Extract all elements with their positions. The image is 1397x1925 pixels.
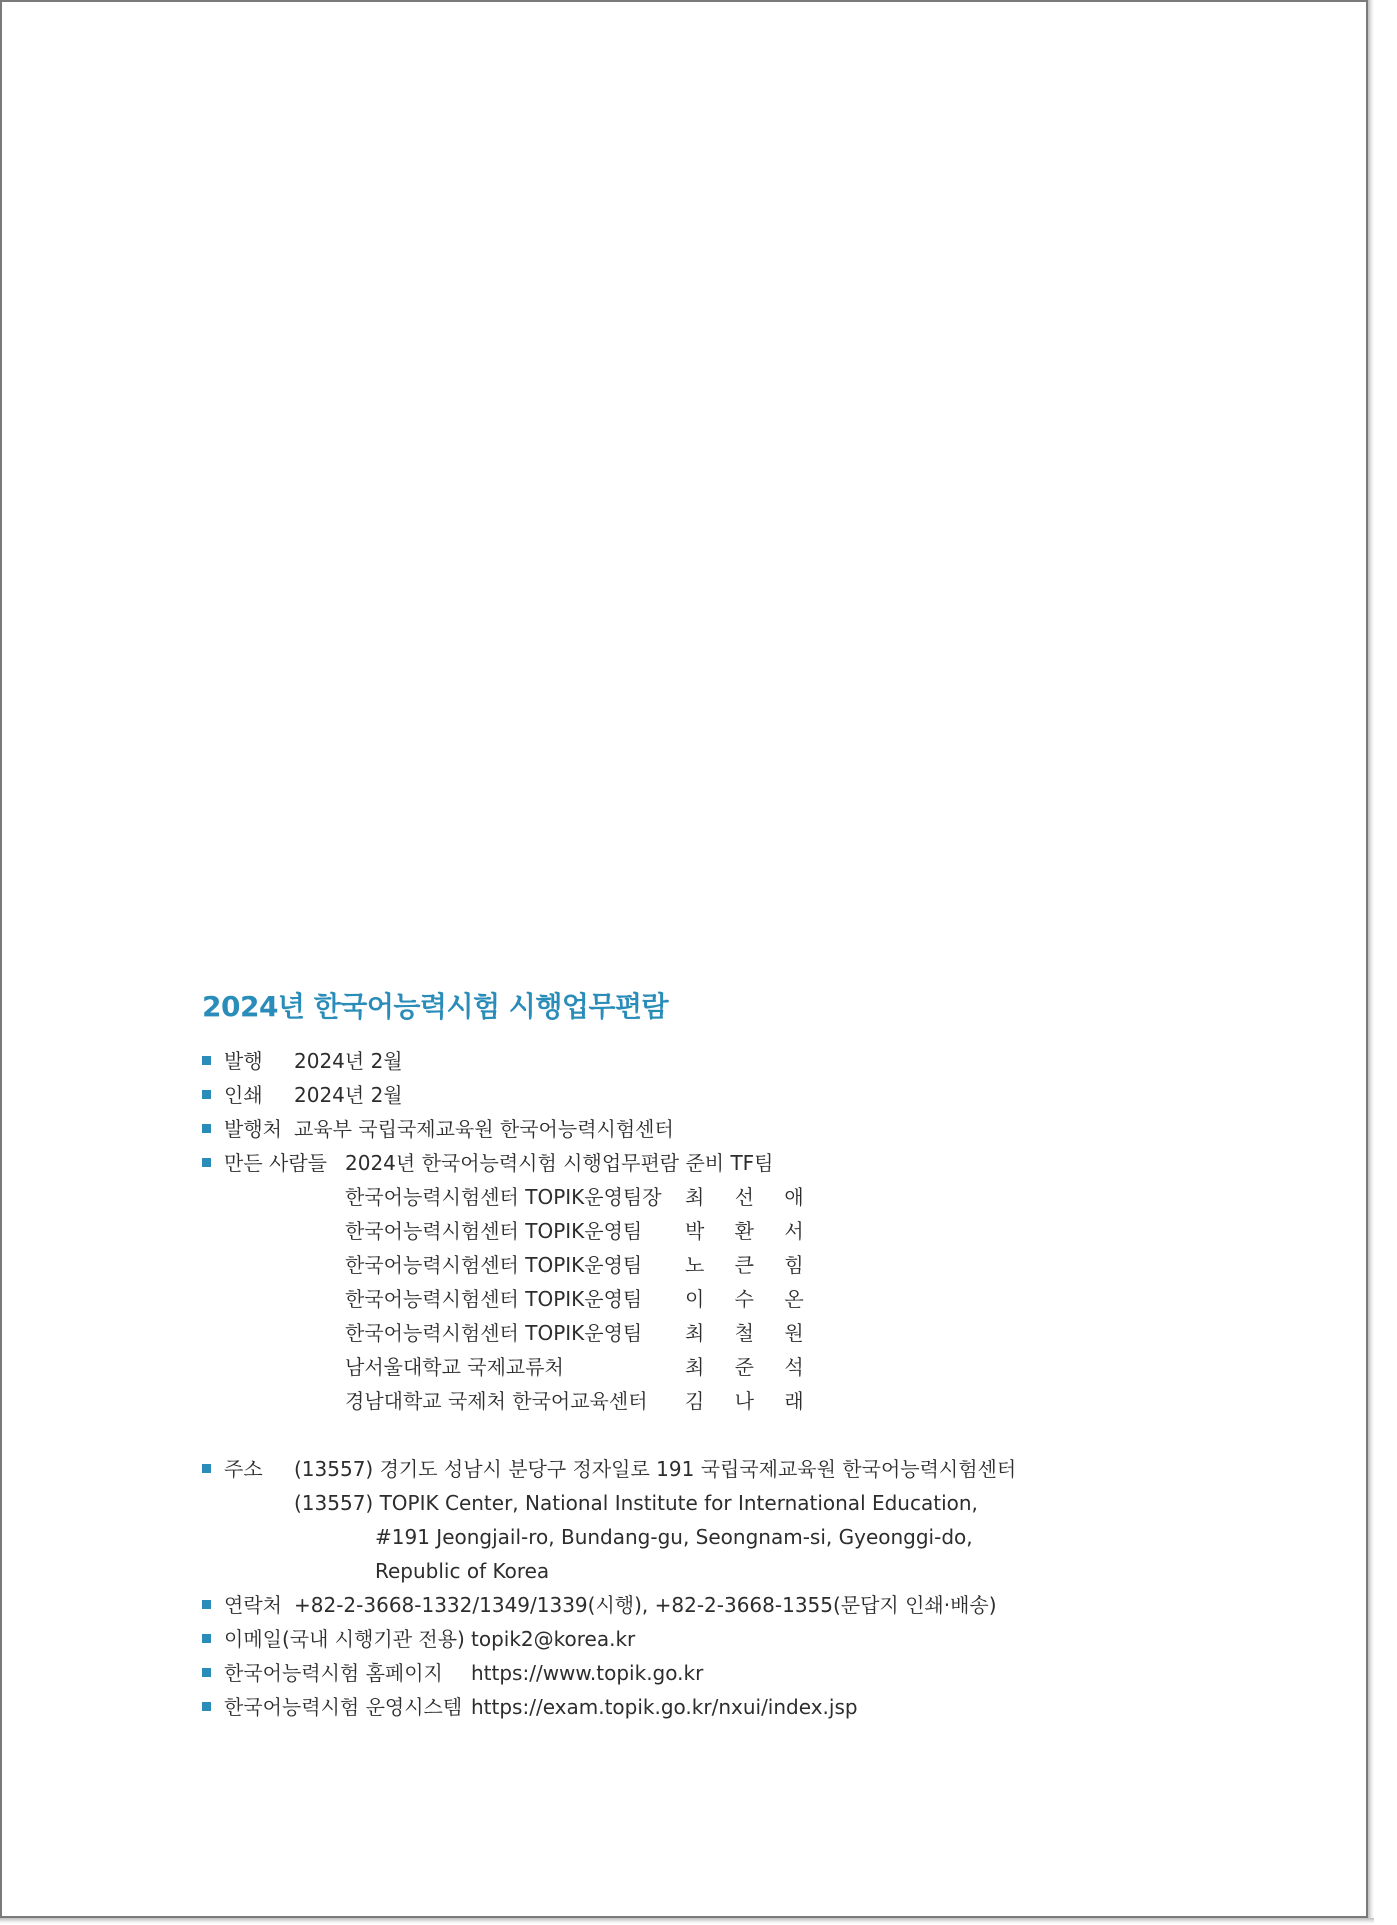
member-org: 한국어능력시험센터 TOPIK운영팀 xyxy=(345,1219,643,1243)
address-english: Republic of Korea xyxy=(375,1559,550,1583)
member-org: 한국어능력시험센터 TOPIK운영팀 xyxy=(345,1287,643,1311)
homepage-label: 한국어능력시험 홈페이지 xyxy=(224,1661,443,1685)
member-org: 한국어능력시험센터 TOPIK운영팀 xyxy=(345,1253,643,1277)
member-org: 남서울대학교 국제교류처 xyxy=(345,1355,564,1379)
publish-value: 2024년 2월 xyxy=(294,1049,403,1073)
member-name: 최 준 석 xyxy=(685,1355,816,1379)
bullet-square-icon xyxy=(202,1158,211,1167)
email-label: 이메일(국내 시행기관 전용) xyxy=(224,1627,465,1651)
bullet-square-icon xyxy=(202,1668,211,1677)
bullet-square-icon xyxy=(202,1124,211,1133)
bullet-square-icon xyxy=(202,1600,211,1609)
page-shadow xyxy=(1368,0,1374,1920)
member-org: 한국어능력시험센터 TOPIK운영팀 xyxy=(345,1321,643,1345)
member-name: 노 큰 힘 xyxy=(685,1253,816,1277)
makers-label: 만든 사람들 xyxy=(224,1151,327,1175)
makers-group: 2024년 한국어능력시험 시행업무편람 준비 TF팀 xyxy=(345,1151,774,1175)
print-value: 2024년 2월 xyxy=(294,1083,403,1107)
page-shadow xyxy=(0,1918,1374,1924)
member-org: 한국어능력시험센터 TOPIK운영팀장 xyxy=(345,1185,662,1209)
bullet-square-icon xyxy=(202,1056,211,1065)
member-name: 박 환 서 xyxy=(685,1219,816,1243)
homepage-link[interactable]: https://www.topik.go.kr xyxy=(471,1661,704,1685)
bullet-square-icon xyxy=(202,1634,211,1643)
publisher-label: 발행처 xyxy=(224,1117,282,1141)
member-name: 최 철 원 xyxy=(685,1321,816,1345)
email-value[interactable]: topik2@korea.kr xyxy=(471,1627,636,1651)
bullet-square-icon xyxy=(202,1090,211,1099)
address-korean: (13557) 경기도 성남시 분당구 정자일로 191 국립국제교육원 한국어능력시험센터 xyxy=(294,1457,1017,1481)
contact-value: +82-2-3668-1332/1349/1339(시행), +82-2-3668-1355(문답지 인쇄·배송) xyxy=(294,1593,997,1617)
contact-label: 연락처 xyxy=(224,1593,282,1617)
member-name: 이 수 온 xyxy=(685,1287,816,1311)
address-english: (13557) TOPIK Center, National Institute for International Education, xyxy=(294,1491,978,1515)
bullet-square-icon xyxy=(202,1702,211,1711)
member-org: 경남대학교 국제처 한국어교육센터 xyxy=(345,1389,648,1413)
system-link[interactable]: https://exam.topik.go.kr/nxui/index.jsp xyxy=(471,1695,858,1719)
address-label: 주소 xyxy=(224,1457,263,1481)
system-label: 한국어능력시험 운영시스템 xyxy=(224,1695,463,1719)
publish-label: 발행 xyxy=(224,1049,263,1073)
document-title: 2024년 한국어능력시험 시행업무편람 xyxy=(202,990,669,1023)
publisher-value: 교육부 국립국제교육원 한국어능력시험센터 xyxy=(294,1117,674,1141)
bullet-square-icon xyxy=(202,1464,211,1473)
print-label: 인쇄 xyxy=(224,1083,263,1107)
member-name: 김 나 래 xyxy=(685,1389,816,1413)
member-name: 최 선 애 xyxy=(685,1185,816,1209)
address-english: #191 Jeongjail-ro, Bundang-gu, Seongnam-si, Gyeonggi-do, xyxy=(375,1525,973,1549)
